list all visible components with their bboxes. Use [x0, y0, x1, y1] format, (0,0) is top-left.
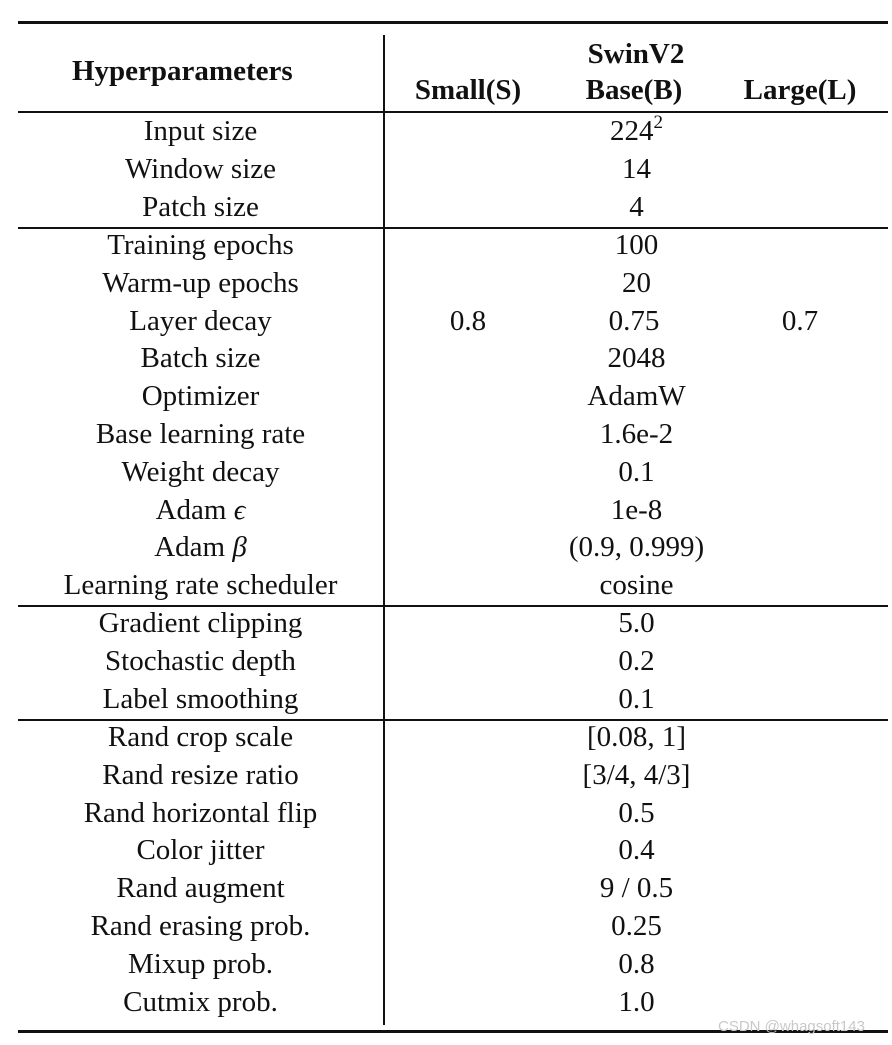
row-value — [385, 340, 888, 378]
row-value — [385, 416, 888, 454]
row-label — [18, 605, 383, 643]
row-value-text: 20 — [622, 266, 651, 299]
row-label — [18, 946, 383, 984]
row-value-text: [3/4, 4/3] — [582, 758, 691, 791]
row-label-text: Label smoothing — [102, 682, 299, 715]
row-label-text: Input size — [143, 115, 258, 147]
row-label-text: Optimizer — [141, 380, 260, 413]
row-value — [385, 681, 888, 719]
row-label-symbol: β — [232, 531, 247, 564]
row-value-text: 0.1 — [618, 682, 655, 715]
row-value — [385, 946, 888, 984]
top-rule — [18, 21, 888, 24]
row-label-text: Rand resize ratio — [102, 758, 299, 791]
row-label-symbol: ϵ — [233, 493, 246, 526]
row-label-text: Mixup prob. — [128, 947, 273, 980]
header-large: Large(L) — [743, 74, 857, 106]
header-small: Small(S) — [414, 74, 522, 106]
row-value — [385, 227, 888, 265]
row-value-text: 0.8 — [618, 947, 655, 980]
header-model-name: SwinV2 — [587, 38, 685, 70]
row-label-text: Base learning rate — [95, 418, 306, 450]
row-label — [18, 303, 383, 341]
row-value — [385, 908, 888, 946]
row-value-text: 0.4 — [618, 834, 655, 867]
row-label — [18, 265, 383, 303]
row-label — [18, 757, 383, 795]
row-label — [18, 378, 383, 416]
row-value-text: 14 — [622, 152, 651, 185]
row-label — [18, 870, 383, 908]
row-value — [385, 984, 888, 1022]
row-value — [385, 795, 888, 833]
row-value-text: 0.5 — [618, 796, 655, 829]
row-label — [18, 416, 383, 454]
row-value-text: cosine — [599, 569, 674, 602]
row-label — [18, 832, 383, 870]
row-value — [385, 643, 888, 681]
row-value-superscript: 2 — [653, 112, 663, 133]
row-label-text: Learning rate scheduler — [63, 569, 338, 602]
row-label — [18, 151, 383, 189]
row-label-text: Cutmix prob. — [123, 985, 278, 1018]
row-label — [18, 113, 383, 151]
row-label — [18, 719, 383, 757]
row-value — [385, 113, 888, 151]
row-value — [385, 189, 888, 227]
row-value-text: AdamW — [587, 380, 686, 413]
row-value-text: 1.6e-2 — [599, 418, 674, 450]
row-value-text: [0.08, 1] — [586, 721, 687, 753]
row-label-text: Rand erasing prob. — [90, 910, 311, 942]
row-label-text: Adam — [155, 493, 227, 526]
row-value — [385, 529, 888, 567]
row-label-text: Rand crop scale — [107, 721, 294, 753]
row-label-text: Rand augment — [116, 872, 285, 905]
row-value — [385, 832, 888, 870]
row-value — [385, 492, 888, 530]
header-base: Base(B) — [585, 74, 683, 106]
row-value-text: 0.1 — [618, 455, 655, 488]
row-value-text: (0.9, 0.999) — [568, 531, 705, 564]
row-value — [385, 870, 888, 908]
row-label — [18, 454, 383, 492]
row-label — [18, 492, 383, 530]
row-label — [18, 681, 383, 719]
watermark: CSDN @whagsoft143 — [718, 1018, 865, 1035]
row-value-text: 224 — [610, 115, 654, 147]
row-label-text: Window size — [124, 152, 277, 185]
row-value-text: 2048 — [607, 342, 666, 375]
row-label-text: Color jitter — [136, 834, 265, 867]
row-value — [385, 151, 888, 189]
row-label-text: Stochastic depth — [105, 644, 296, 677]
row-label — [18, 643, 383, 681]
row-value-text: 1.0 — [618, 985, 655, 1018]
row-value-text: 4 — [629, 190, 644, 223]
row-label — [18, 908, 383, 946]
row-value — [385, 265, 888, 303]
header-hyperparameters: Hyperparameters — [72, 55, 293, 87]
row-label — [18, 795, 383, 833]
row-label — [18, 984, 383, 1022]
row-label-text: Gradient clipping — [98, 607, 303, 639]
row-label-text: Layer decay — [129, 304, 272, 337]
row-label-text: Rand horizontal flip — [83, 796, 318, 829]
row-value-text: 1e-8 — [610, 493, 663, 526]
row-value-text: 100 — [614, 229, 659, 261]
row-value-text: 9 / 0.5 — [599, 872, 674, 905]
row-value — [385, 454, 888, 492]
row-label-text: Training epochs — [107, 229, 294, 261]
row-value — [385, 757, 888, 795]
row-label-text: Warm-up epochs — [102, 266, 299, 299]
row-label — [18, 567, 383, 605]
row-value — [385, 378, 888, 416]
row-value — [385, 605, 888, 643]
row-value-base: 0.75 — [608, 304, 660, 337]
row-value — [385, 567, 888, 605]
row-label-text: Weight decay — [121, 455, 280, 488]
row-label-text: Patch size — [142, 190, 259, 223]
row-label — [18, 340, 383, 378]
row-value-text: 0.2 — [618, 644, 655, 677]
row-label — [18, 529, 383, 567]
row-value-text: 0.25 — [611, 910, 662, 942]
row-value-text: 5.0 — [618, 607, 655, 639]
row-label — [18, 227, 383, 265]
row-value-small: 0.8 — [449, 304, 487, 337]
row-value-large: 0.7 — [781, 304, 819, 337]
row-label-text: Batch size — [140, 342, 261, 375]
row-label — [18, 189, 383, 227]
row-value — [385, 719, 888, 757]
row-label-text: Adam — [154, 531, 226, 564]
